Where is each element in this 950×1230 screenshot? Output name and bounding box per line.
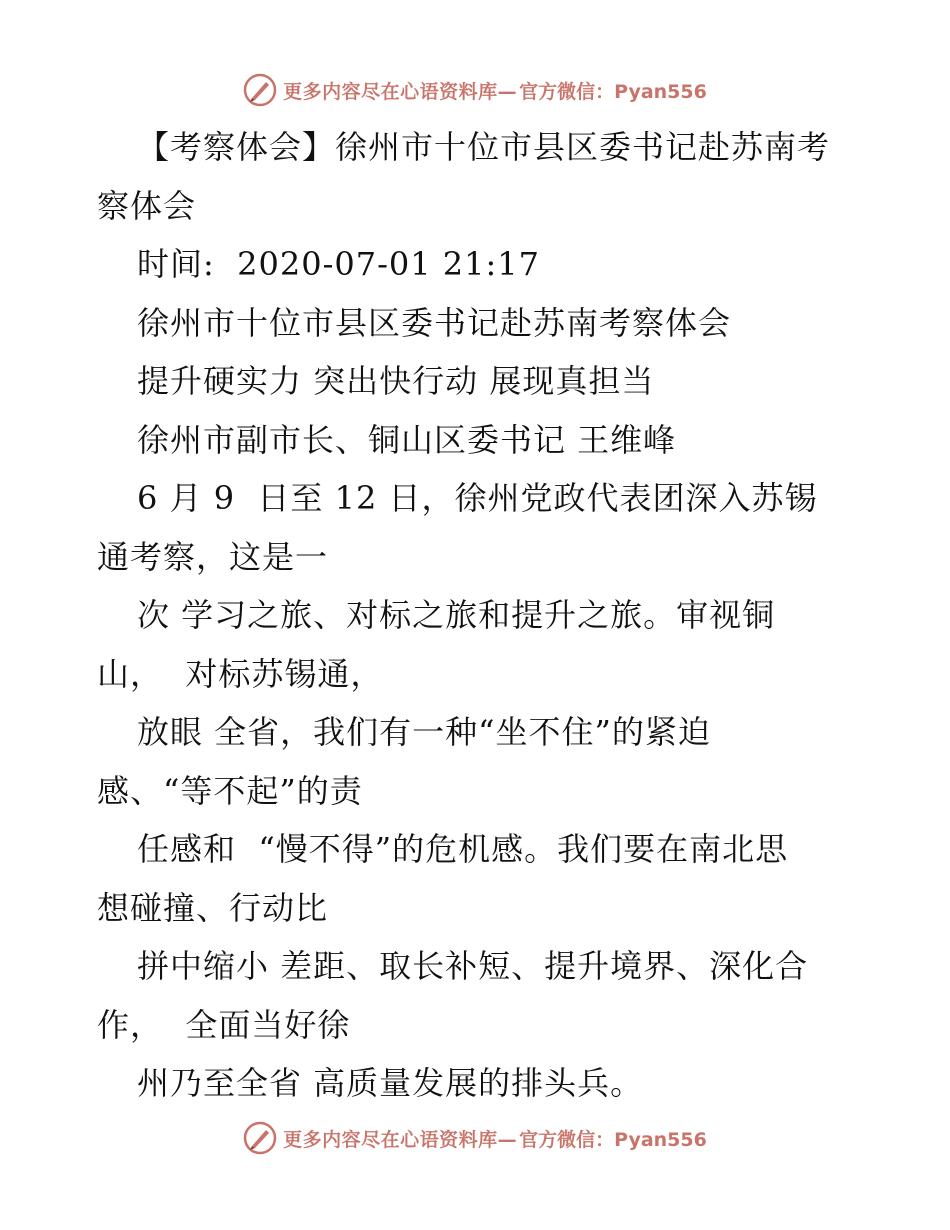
watermark-contact: 官方微信：Pyan556 — [519, 80, 707, 103]
paragraph-line: 放眼 全省，我们有一种“坐不住”的紧迫 — [137, 713, 711, 751]
watermark-text: 更多内容尽在心语资料库— — [283, 80, 518, 103]
watermark-text: 更多内容尽在心语资料库— — [283, 1128, 518, 1151]
paragraph-line: 通考察，这是一 — [97, 537, 329, 576]
footer-watermark — [0, 1118, 950, 1158]
paragraph-line: 6 月 9 日至 12 日，徐州党政代表团深入苏锡 — [137, 479, 818, 517]
paragraph-line: 任感和 “慢不得”的危机感。我们要在南北思 — [137, 830, 789, 868]
article-title-line-2: 察体会 — [97, 186, 197, 225]
headline: 提升硬实力 突出快行动 展现真担当 — [137, 362, 655, 400]
paragraph-line: 州乃至全省 高质量发展的排头兵。 — [137, 1064, 644, 1102]
paragraph-line: 作， 全面当好徐 — [97, 1005, 351, 1044]
author-line: 徐州市副市长、铜山区委书记 王维峰 — [137, 420, 677, 459]
paragraph-line: 拼中缩小 差距、取长补短、提升境界、深化合 — [137, 947, 809, 985]
pen-feather-logo-icon — [243, 73, 277, 107]
header-watermark — [0, 70, 950, 110]
publish-time: 时间: 2020-07-01 21:17 — [137, 245, 541, 283]
article-body — [97, 118, 867, 1113]
article-title-line-1: 【考察体会】徐州市十位市县区委书记赴苏南考 — [137, 128, 831, 166]
paragraph-line: 山， 对标苏锡通， — [97, 654, 384, 693]
watermark-contact: 官方微信：Pyan556 — [519, 1128, 707, 1151]
paragraph-line: 想碰撞、行动比 — [97, 888, 329, 927]
paragraph-line: 感、“等不起”的责 — [97, 771, 363, 810]
pen-feather-logo-icon — [243, 1121, 277, 1155]
subtitle: 徐州市十位市县区委书记赴苏南考察体会 — [137, 303, 732, 342]
paragraph-line: 次 学习之旅、对标之旅和提升之旅。审视铜 — [137, 596, 776, 634]
